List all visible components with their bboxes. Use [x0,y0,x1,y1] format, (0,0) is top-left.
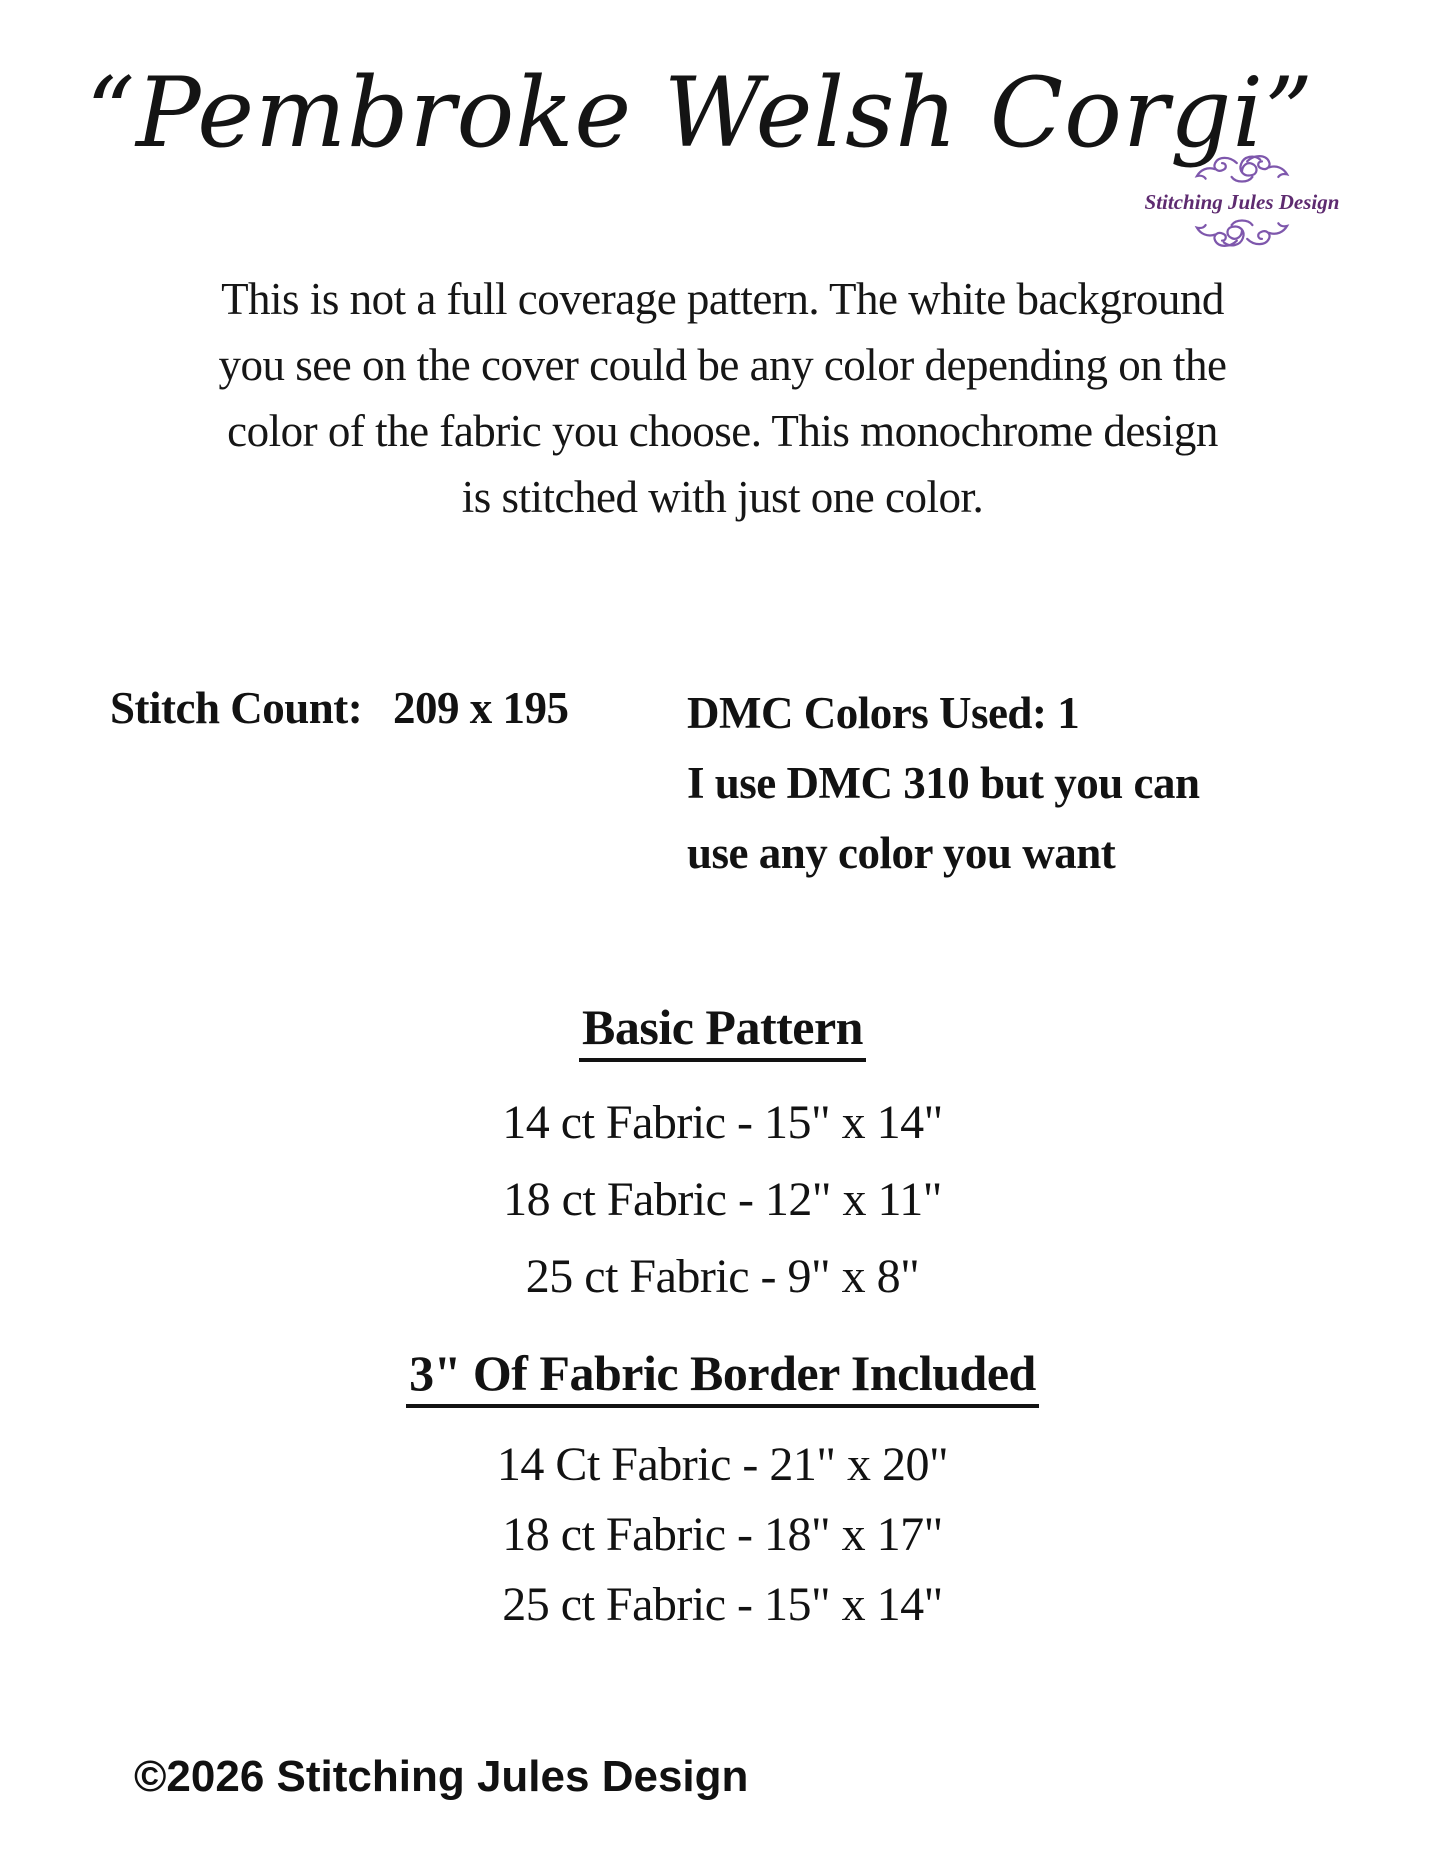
brand-name: Stitching Jules Design [1144,190,1340,214]
copyright-notice: ©2026 Stitching Jules Design [134,1752,749,1801]
fabric-size-row: 25 ct Fabric - 15" x 14" [502,1578,943,1631]
flourish-bottom-icon [1190,212,1294,252]
fabric-size-row: 14 Ct Fabric - 21" x 20" [496,1438,949,1491]
basic-pattern-rows [0,1084,1445,1315]
fabric-size-row: 14 ct Fabric - 15" x 14" [502,1096,943,1149]
dmc-note-line: I use DMC 310 but you can [687,758,1200,808]
intro-line: color of the fabric you choose. This monochrome design [227,406,1218,456]
border-pattern-rows [0,1430,1445,1640]
brand-logo [1142,150,1342,252]
basic-pattern-section [0,1000,1445,1315]
dmc-colors-info [687,678,1200,888]
fabric-size-row: 18 ct Fabric - 18" x 17" [502,1508,943,1561]
page-title: “Pembroke Welsh Corgi” [85,57,1315,169]
fabric-size-row: 18 ct Fabric - 12" x 11" [503,1173,942,1226]
border-pattern-heading: 3" Of Fabric Border Included [406,1346,1039,1408]
border-pattern-section [0,1346,1445,1640]
stitch-count-label: Stitch Count: [110,683,363,733]
intro-line: you see on the cover could be any color depending on the [218,340,1227,390]
fabric-size-row: 25 ct Fabric - 9" x 8" [525,1250,920,1303]
intro-line: This is not a full coverage pattern. The white background [221,274,1224,324]
stitch-count-value: 209 x 195 [393,683,569,733]
basic-pattern-heading: Basic Pattern [579,1000,866,1062]
flourish-top-icon [1190,150,1294,190]
dmc-note-line: use any color you want [687,828,1116,878]
stitch-count [110,682,569,734]
intro-paragraph [70,266,1375,530]
dmc-colors-used: DMC Colors Used: 1 [687,688,1080,738]
intro-line: is stitched with just one color. [461,472,984,522]
